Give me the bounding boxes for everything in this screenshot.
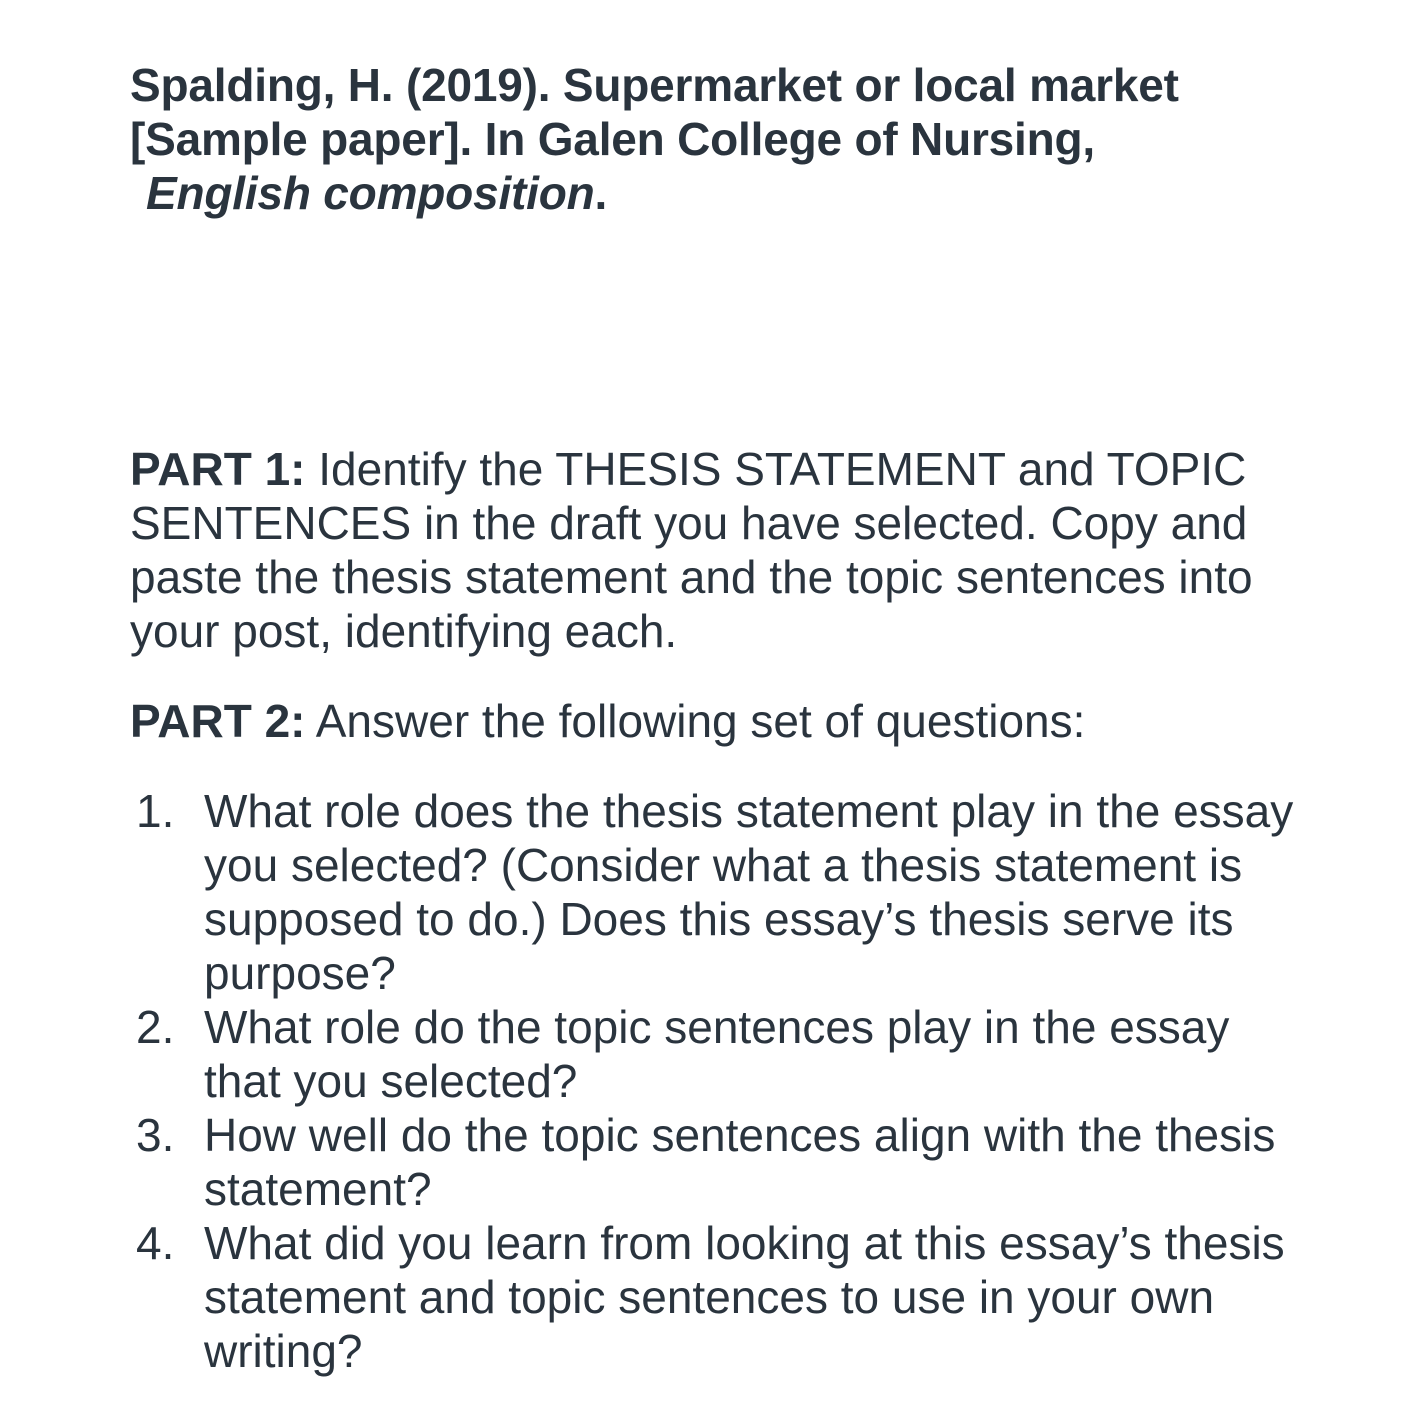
question-number: 3. [136,1109,175,1161]
document-page [130,58,1310,1378]
part-2-instructions [130,694,1310,748]
question-number: 4. [136,1217,175,1269]
question-text: What did you learn from looking at this essay’s thesis statement and topic sentences to use in your own writing? [204,1217,1285,1377]
question-text: How well do the topic sentences align with the thesis statement? [204,1109,1276,1215]
part-1-text: Identify the THESIS STATEMENT and TOPIC SENTENCES in the draft you have selected. Copy and paste the thesis statement and the topic sentences into your post, identifying each. [130,443,1253,657]
question-item [130,1108,1310,1216]
citation [130,58,1310,220]
question-number: 1. [136,785,175,837]
part-2-label: PART 2: [130,695,306,747]
question-number: 2. [136,1001,175,1053]
citation-text: Spalding, H. (2019). Supermarket or local market [Sample paper]. In Galen College of Nursing, [130,59,1179,165]
question-item [130,784,1310,1000]
question-item [130,1000,1310,1108]
question-text: What role does the thesis statement play in the essay you selected? (Consider what a thesis statement is supposed to do.) Does this essay’s thesis serve its purpose? [204,785,1294,999]
question-item [130,1216,1310,1378]
citation-source-title: English composition [146,167,595,219]
part-1-instructions [130,442,1310,658]
citation-end-punct: . [594,167,608,219]
part-2-text: Answer the following set of questions: [315,695,1086,747]
question-text: What role do the topic sentences play in the essay that you selected? [204,1001,1230,1107]
part-1-label: PART 1: [130,443,306,495]
question-list [130,784,1310,1378]
